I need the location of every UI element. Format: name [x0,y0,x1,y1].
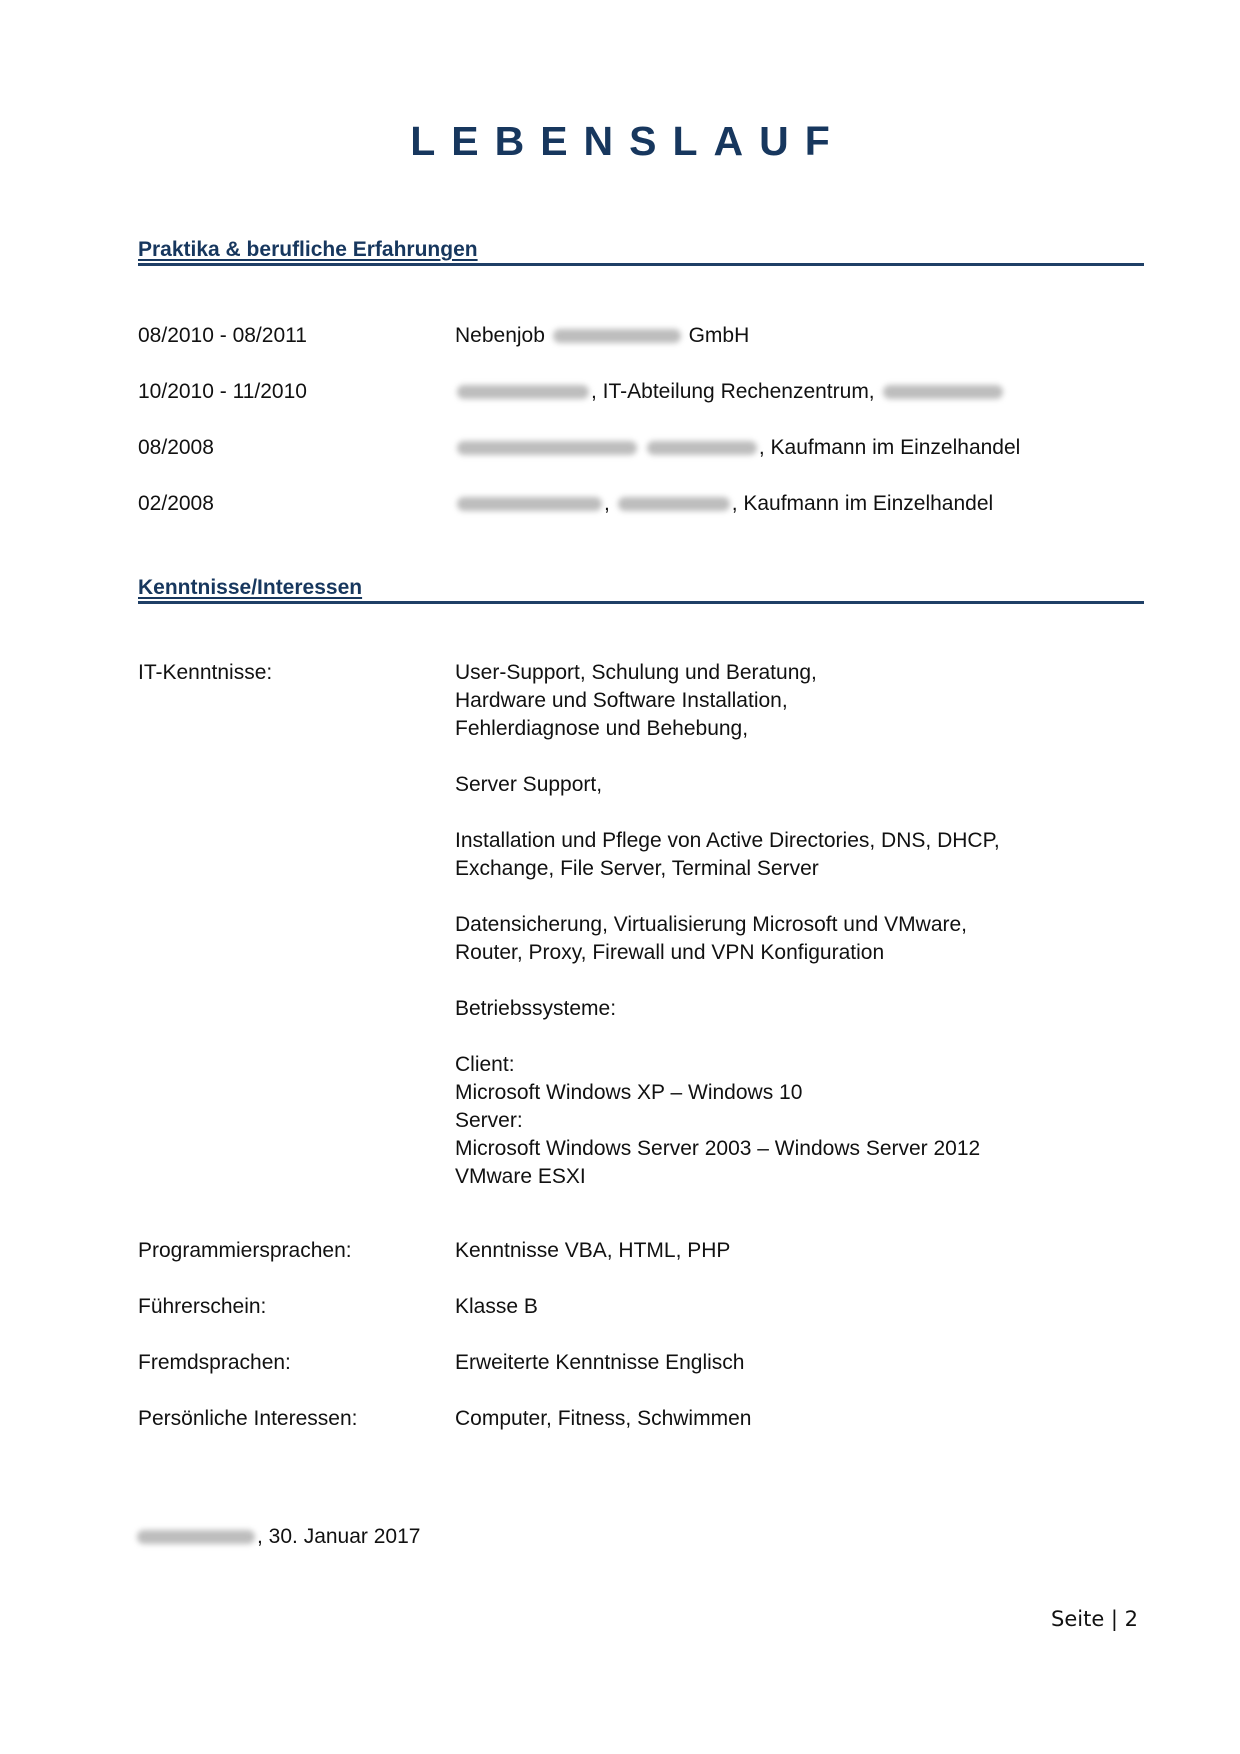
redacted-text [883,385,1003,399]
redacted-text [647,441,757,455]
skill-label: Persönliche Interessen: [138,1407,358,1430]
section-heading-experience-text: Praktika & berufliche Erfahrungen [138,238,478,261]
it-skill-line: Exchange, File Server, Terminal Server [455,857,819,880]
skill-value: Klasse B [455,1295,538,1318]
it-skill-line: Microsoft Windows XP – Windows 10 [455,1081,803,1104]
redacted-text [457,497,602,511]
experience-description [455,490,993,518]
experience-prefix: Nebenjob [455,324,545,347]
section-heading-skills-text: Kenntnisse/Interessen [138,576,363,599]
experience-description [455,434,1020,462]
skill-label: Führerschein: [138,1295,267,1318]
experience-suffix: , Kaufmann im Einzelhandel [731,492,994,515]
it-skill-line: Client: [455,1053,515,1076]
page-number: Seite | 2 [1051,1607,1139,1631]
spacer [455,743,1000,771]
experience-description [455,322,749,350]
section-heading-skills [138,575,1144,604]
spacer [455,1023,1000,1051]
spacer [455,967,1000,995]
it-skill-line: Betriebssysteme: [455,997,617,1020]
redacted-text [137,1530,255,1544]
it-skill-line: Installation und Pflege von Active Directories, DNS, DHCP, [455,829,1000,852]
it-skill-line: Fehlerdiagnose und Behebung, [455,717,749,740]
experience-middle: , IT-Abteilung Rechenzentrum, [591,380,875,403]
document-title: LEBENSLAUF [410,118,846,164]
redacted-text [618,497,730,511]
signature-date: , 30. Januar 2017 [257,1525,421,1548]
it-skill-line: Datensicherung, Virtualisierung Microsoft und VMware, [455,913,968,936]
experience-date: 02/2008 [138,492,214,515]
skill-label: Fremdsprachen: [138,1351,291,1374]
it-skill-line: Server: [455,1109,523,1132]
it-skill-line: User-Support, Schulung und Beratung, [455,661,817,684]
skill-value: Kenntnisse VBA, HTML, PHP [455,1239,731,1262]
skill-value: Erweiterte Kenntnisse Englisch [455,1351,745,1374]
experience-description [455,378,1005,406]
it-skill-line: Microsoft Windows Server 2003 – Windows Server 2012 [455,1137,981,1160]
skill-label: Programmiersprachen: [138,1239,352,1262]
it-skill-line: VMware ESXI [455,1165,586,1188]
spacer [455,883,1000,911]
redacted-text [457,385,589,399]
it-skills-list [455,659,1000,1191]
section-heading-experience [138,237,1144,266]
it-skill-line: Hardware und Software Installation, [455,689,788,712]
experience-date: 08/2008 [138,436,214,459]
skill-value: Computer, Fitness, Schwimmen [455,1407,752,1430]
experience-separator: , [604,492,610,515]
it-skill-line: Server Support, [455,773,603,796]
it-skills-label: IT-Kenntnisse: [138,661,273,684]
spacer [455,799,1000,827]
experience-date: 10/2010 - 11/2010 [138,380,307,403]
place-and-date [135,1523,420,1551]
experience-suffix: GmbH [688,324,750,347]
redacted-text [457,441,637,455]
experience-suffix: , Kaufmann im Einzelhandel [758,436,1021,459]
redacted-text [553,329,681,343]
experience-date: 08/2010 - 08/2011 [138,324,307,347]
it-skill-line: Router, Proxy, Firewall und VPN Konfiguration [455,941,885,964]
